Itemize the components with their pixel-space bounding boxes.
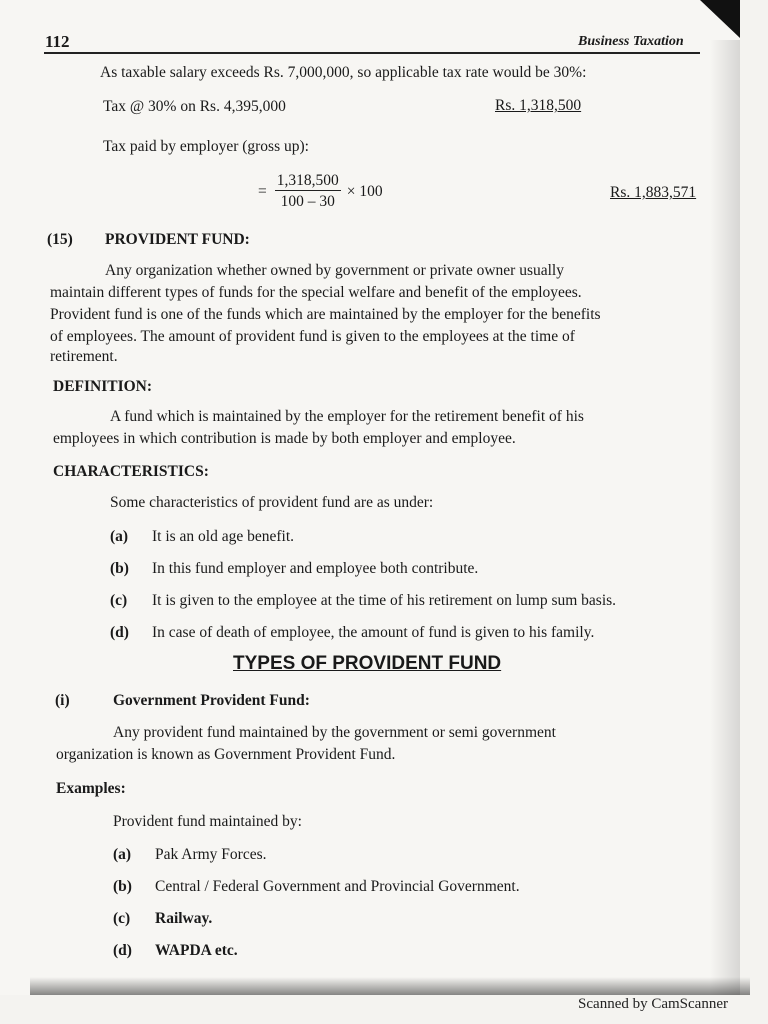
section-number: (15) [47, 231, 73, 248]
characteristics-intro: Some characteristics of provident fund are as under: [110, 494, 434, 511]
example-text: Railway. [155, 910, 213, 927]
characteristic-label: (a) [110, 528, 129, 545]
fraction-multiplier: × 100 [346, 182, 383, 200]
gross-up-value: Rs. 1,883,571 [610, 184, 697, 201]
page-edge-shadow [710, 40, 740, 995]
calc-line-1: As taxable salary exceeds Rs. 7,000,000, so applicable tax rate would be 30%: [100, 64, 587, 81]
gross-up-fraction [258, 172, 383, 211]
scanner-watermark: Scanned by CamScanner [578, 996, 728, 1012]
section-title: PROVIDENT FUND: [105, 231, 250, 248]
intro-line-2: maintain different types of funds for the special welfare and benefit of the employees. [50, 284, 582, 301]
intro-line-3: Provident fund is one of the funds which are maintained by the employer for the benefits [50, 306, 601, 323]
intro-line-1: Any organization whether owned by government or private owner usually [105, 262, 564, 279]
intro-line-4: of employees. The amount of provident fund is given to the employees at the time of [50, 328, 575, 345]
page-number: 112 [45, 32, 70, 51]
example-label: (d) [113, 942, 132, 959]
characteristic-label: (b) [110, 560, 129, 577]
intro-line-5: retirement. [50, 348, 118, 365]
characteristic-label: (c) [110, 592, 128, 609]
example-label: (c) [113, 910, 131, 927]
types-heading: TYPES OF PROVIDENT FUND [233, 653, 502, 674]
example-text: Pak Army Forces. [155, 846, 267, 863]
definition-line-1: A fund which is maintained by the employer for the retirement benefit of his [110, 408, 584, 425]
characteristics-heading: CHARACTERISTICS: [53, 463, 209, 480]
characteristic-text: In this fund employer and employee both contribute. [152, 560, 479, 577]
example-label: (b) [113, 878, 132, 895]
gpf-title: Government Provident Fund: [113, 692, 310, 709]
gpf-line-2: organization is known as Government Provident Fund. [56, 746, 396, 763]
page-corner-shadow [700, 0, 740, 38]
characteristic-label: (d) [110, 624, 129, 641]
examples-intro: Provident fund maintained by: [113, 813, 302, 830]
page-bottom-shadow [30, 977, 750, 995]
example-text: Central / Federal Government and Provincial Government. [155, 878, 520, 895]
fraction-denominator: 100 – 30 [280, 193, 335, 210]
tax-value: Rs. 1,318,500 [495, 97, 582, 114]
gpf-number: (i) [55, 692, 70, 709]
examples-heading: Examples: [56, 780, 126, 797]
example-text: WAPDA etc. [155, 942, 238, 959]
fraction-equals: = [258, 182, 267, 200]
characteristic-text: It is given to the employee at the time of his retirement on lump sum basis. [152, 592, 617, 609]
characteristic-text: In case of death of employee, the amount of fund is given to his family. [152, 624, 595, 641]
running-title: Business Taxation [578, 34, 684, 49]
gross-up-label: Tax paid by employer (gross up): [103, 138, 309, 155]
fraction-numerator: 1,318,500 [276, 172, 339, 189]
definition-line-2: employees in which contribution is made by both employer and employee. [53, 430, 516, 447]
characteristic-text: It is an old age benefit. [152, 528, 295, 545]
example-label: (a) [113, 846, 132, 863]
definition-heading: DEFINITION: [53, 378, 153, 395]
gpf-line-1: Any provident fund maintained by the government or semi government [113, 724, 556, 741]
header-rule [44, 52, 700, 54]
tax-label: Tax @ 30% on Rs. 4,395,000 [103, 98, 286, 115]
